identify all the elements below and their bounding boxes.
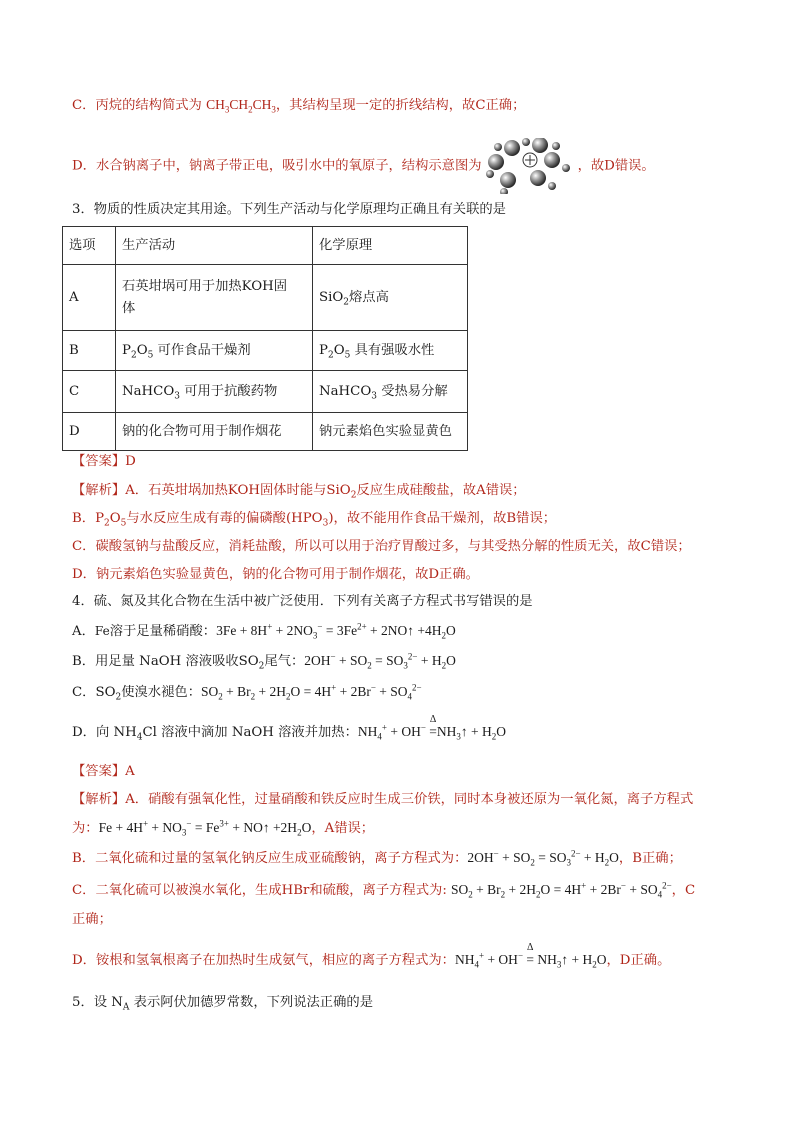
- q3-row-a-activity: 石英坩埚可用于加热KOH固 体: [116, 265, 313, 331]
- analysis-line-c: C．丙烷的结构简式为 $CH_3CH_2CH_3$，其结构呈现一定的折线结构，故C正确；: [72, 97, 526, 115]
- q4-analysis-d: D．铵根和氢氧根离子在加热时生成氨气，相应的离子方程式为：$NH_4^+ + OH^-$ Δ = $NH_3↑ + H_2O$，D正确。: [72, 942, 671, 970]
- q4-analysis-a-line1: 【解析】A．硝酸有强氧化性，过量硝酸和铁反应时生成三价铁，同时本身被还原为一氧化氮，离子方程式: [72, 792, 694, 807]
- q4-option-a: A．Fe溶于足量稀硝酸：$3Fe + 8H^+ + 2NO_3^- = 3Fe^{2+}$ + 2NO↑ $+4H_2O$: [72, 621, 456, 641]
- q3-analysis-c: C．碳酸氢钠与盐酸反应，消耗盐酸，所以可以用于治疗胃酸过多，与其受热分解的性质无关，故C错误；: [72, 539, 691, 554]
- analysis-line-d-text: D．水合钠离子中，钠离子带正电，吸引水中的氧原子，结构示意图为: [72, 158, 482, 174]
- q3-analysis-b: B．$P_2O_5$与水反应生成有毒的偏磷酸$(HPO_3)$，故不能用作食品干燥剂，故B错误；: [72, 511, 557, 529]
- q4-option-c: C．$SO_2$使溴水褪色：$SO_2 + Br_2 + 2H_2O = 4H^+ + 2Br^- + SO_4^{2-}$: [72, 682, 422, 703]
- q3-row-c-option: C: [63, 371, 116, 413]
- q4-option-b: B．用足量 NaOH 溶液吸收$SO_2$尾气：$2OH^- + SO_2 = SO_3^{2-} + H_2O$: [72, 651, 456, 672]
- q4-answer: 【答案】A: [72, 764, 135, 779]
- q3-row-c-activity: NaHCO$_3$ 可用于抗酸药物: [116, 371, 313, 413]
- q4-option-d: D．向 $NH_4Cl$ 溶液中滴加 NaOH 溶液并加热：$NH_4^+ + OH^-$ Δ $=NH_3↑ + H_2O$: [72, 714, 507, 743]
- analysis-line-d-end: ，故D错误。: [577, 158, 655, 174]
- q4-analysis-c-line2: 正确；: [72, 912, 112, 927]
- q3-row-b-activity: $P_2O_5$ 可作食品干燥剂: [116, 331, 313, 371]
- q3-header-principle: 化学原理: [313, 227, 468, 265]
- hydrated-sodium-ion-structure-icon: [482, 138, 578, 194]
- q3-analysis-d: D．钠元素焰色实验显黄色，钠的化合物可用于制作烟花，故D正确。: [72, 567, 479, 582]
- q4-stem: 4．硫、氮及其化合物在生活中被广泛使用．下列有关离子方程式书写错误的是: [72, 594, 533, 609]
- q5-stem: 5．设 $N_A$ 表示阿伏加德罗常数，下列说法正确的是: [72, 995, 373, 1013]
- q3-header-option: 选项: [63, 227, 116, 265]
- q3-row-d-principle: 钠元素焰色实验显黄色: [313, 413, 468, 451]
- q4-analysis-c-line1: C．二氧化硫可以被溴水氧化，生成HBr和硫酸，离子方程式为: $SO_2 + Br_2 + 2H_2O = 4H^+ + 2Br^- + SO_4^{2-}$，C: [72, 880, 696, 900]
- q3-header-activity: 生产活动: [116, 227, 313, 265]
- analysis-line-d: [72, 138, 655, 194]
- q3-row-d-option: D: [63, 413, 116, 451]
- q3-row-b-principle: $P_2O_5$ 具有强吸水性: [313, 331, 468, 371]
- q3-row-c-principle: NaHCO$_3$ 受热易分解: [313, 371, 468, 413]
- q3-table: [62, 226, 468, 451]
- q4-analysis-a-line2: 为：$Fe + 4H^+ + NO_3^- = Fe^{3+}$ + NO↑ $+2H_2O$，A错误；: [72, 818, 375, 838]
- q3-row-a-option: A: [63, 265, 116, 331]
- q3-answer: 【答案】D: [72, 454, 136, 469]
- q3-stem: 3．物质的性质决定其用途。下列生产活动与化学原理均正确且有关联的是: [72, 202, 506, 217]
- q3-analysis-a: 【解析】A．石英坩埚加热KOH固体时能与SiO$_2$反应生成硅酸盐，故A错误；: [72, 483, 526, 501]
- q3-row-b-option: B: [63, 331, 116, 371]
- q4-analysis-b: B．二氧化硫和过量的氢氧化钠反应生成亚硫酸钠，离子方程式为：$2OH^- + SO_2 = SO_3^{2-} + H_2O$，B正确；: [72, 848, 682, 868]
- q3-row-d-activity: 钠的化合物可用于制作烟花: [116, 413, 313, 451]
- q3-row-a-principle: SiO$_2$熔点高: [313, 265, 468, 331]
